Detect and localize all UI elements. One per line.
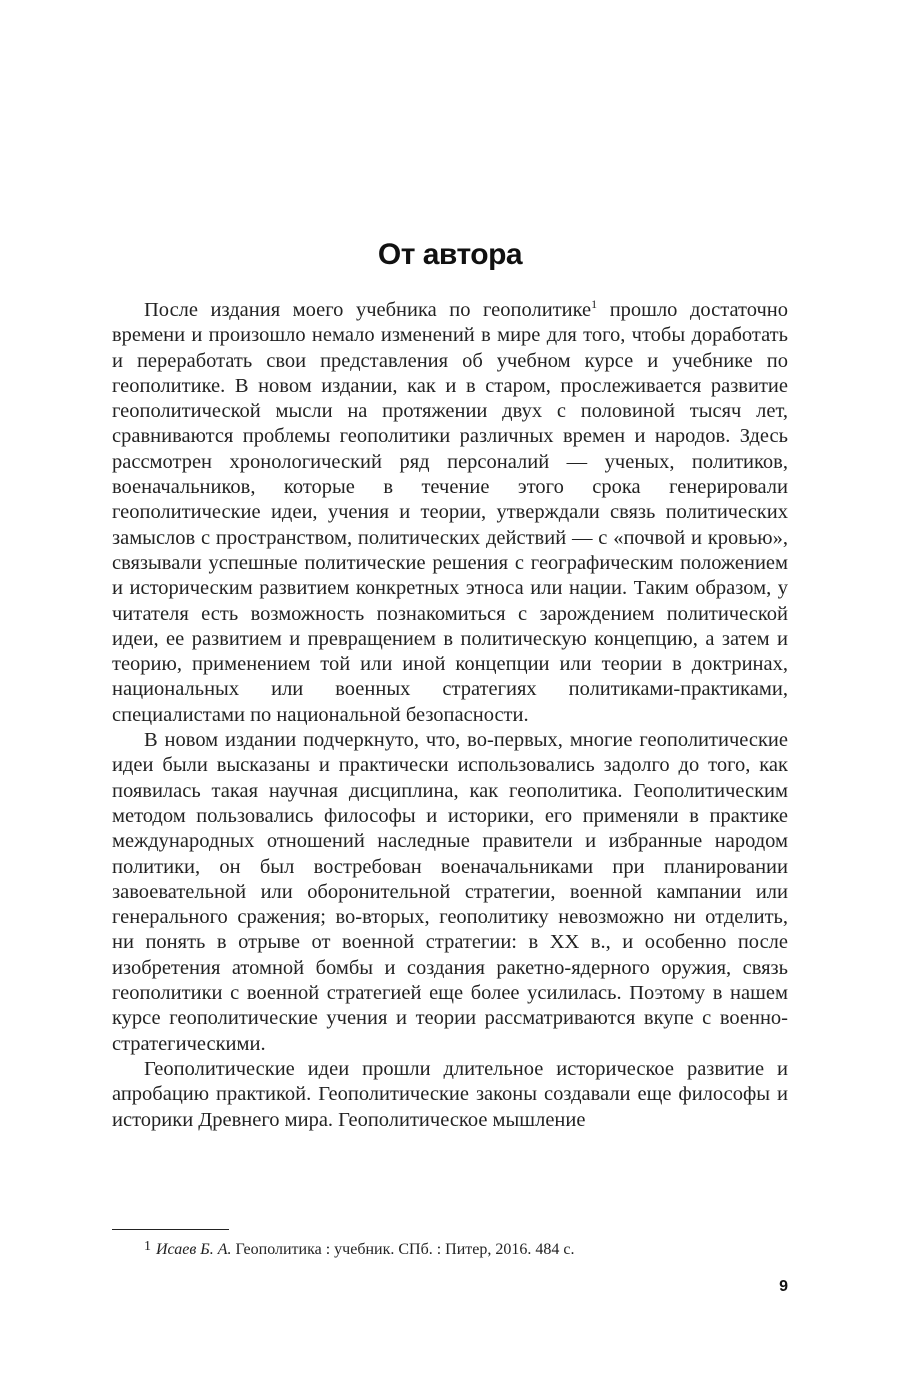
footnote-reference: 1 [591,297,598,311]
paragraph-3: Геополитические идеи прошли длительное историческое развитие и апробацию практикой. Геополитические законы создавали еще философы и историки Древнего мира. Геополитическое мышление [112,1057,788,1131]
paragraph-1-rest: прошло достаточно времени и произошло немало изменений в мире для того, чтобы доработать и переработать свои представления об учебном курсе и учебнике по геополитике. В новом издании, как и в старом, прослеживается развитие геополитической мысли на протяжении двух с половиной тысяч лет, сравниваются проблемы геополитики различных времен и народов. Здесь рассмотрен хронологический ряд персоналий — ученых, политиков, военачальников, которые в течение этого срока генерировали геополитические идеи, учения и теории, утверждали связь политических замыслов с пространством, политических действий — с «почвой и кровью», связывали успешные политические решения с географическим положением и историческим развитием конкретных этноса или нации. Таким образом, у читателя есть возможность познакомиться с зарождением политической идеи, ее развитием и превращением в политическую концепцию, а затем и теорию, применением той или иной концепции или теории в доктринах, национальных или военных стратегиях политиками-практиками, специалистами по национальной безопасности. [112,299,788,726]
footnote [144,1236,784,1261]
footnote-text: Геополитика : учебник. СПб. : Питер, 2016. 484 с. [231,1241,575,1258]
page-title: От автора [377,238,523,272]
page-number: 9 [779,1278,788,1295]
paragraph-1-start: После издания моего учебника по геополитике [144,299,592,321]
body-text [112,298,788,1133]
footnote-author: Исаев Б. А. [156,1241,232,1258]
footnote-number: 1 [144,1239,151,1254]
paragraph-1 [112,298,788,728]
paragraph-2: В новом издании подчеркнуто, что, во-первых, многие геополитические идеи были высказаны и практически использовались задолго до того, как появилась такая научная дисциплина, как геополитика. Геополитическим методом пользовались философы и историки, его применяли в практике международных отношений наследные правители и избранные народом политики, он был востребован военачальниками при планировании завоевательной или оборонительной стратегии, военной кампании или генерального сражения; во-вторых, геополитику невозможно ни отделить, ни понять в отрыве от военной стратегии: в XX в., и особенно после изобретения атомной бомбы и создания ракетно-ядерного оружия, связь геополитики с военной стратегией еще более усилилась. Поэтому в нашем курсе геополитические учения и теории рассматриваются вкупе с военно-стратегическими. [112,729,788,1055]
footnote-divider [112,1229,229,1230]
